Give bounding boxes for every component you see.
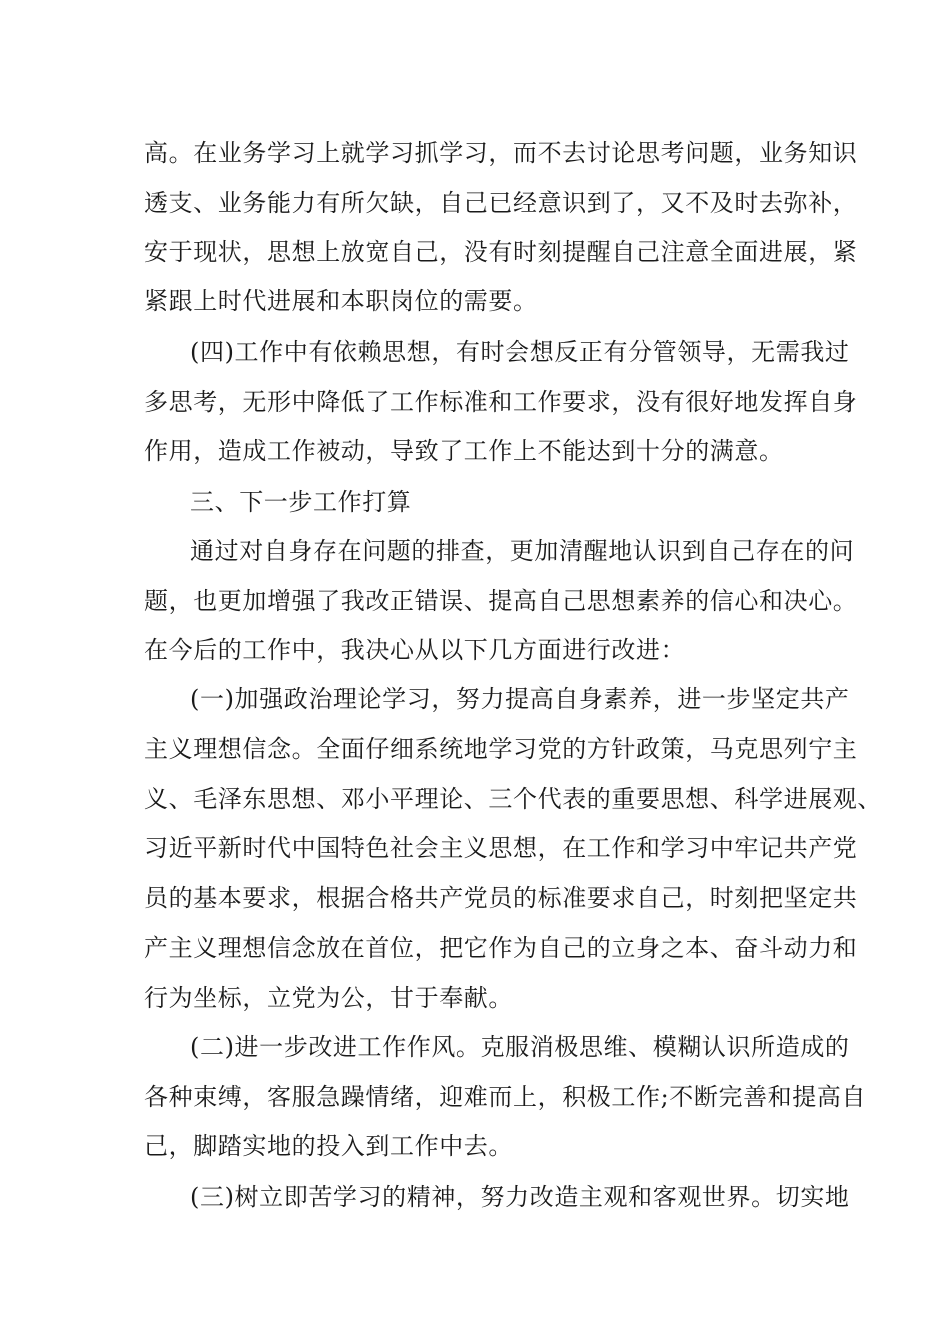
- paragraph-first-line: (一)加强政治理论学习，努力提高自身素养，进一步坚定共产: [190, 685, 850, 713]
- text-line: 义、毛泽东思想、邓小平理论、三个代表的重要思想、科学进展观、: [144, 785, 882, 813]
- text-line: 紧跟上时代进展和本职岗位的需要。: [144, 287, 538, 315]
- text-line: 高。在业务学习上就学习抓学习，而不去讨论思考问题，业务知识: [144, 139, 858, 167]
- text-line: 习近平新时代中国特色社会主义思想，在工作和学习中牢记共产党: [144, 834, 858, 862]
- text-line: 透支、业务能力有所欠缺，自己已经意识到了，又不及时去弥补，: [144, 189, 858, 217]
- paragraph-first-line: 通过对自身存在问题的排查，更加清醒地认识到自己存在的问: [190, 537, 855, 565]
- text-line: 各种束缚，客服急躁情绪，迎难而上，积极工作;不断完善和提高自: [144, 1083, 867, 1111]
- text-line: 己，脚踏实地的投入到工作中去。: [144, 1132, 513, 1160]
- paragraph-first-line: (四)工作中有依赖思想，有时会想反正有分管领导，无需我过: [190, 338, 850, 366]
- section-heading: 三、下一步工作打算: [190, 488, 412, 516]
- text-line: 安于现状，思想上放宽自己，没有时刻提醒自己注意全面进展，紧: [144, 238, 858, 266]
- text-line: 在今后的工作中，我决心从以下几方面进行改进：: [144, 636, 686, 664]
- paragraph-first-line: (三)树立即苦学习的精神，努力改造主观和客观世界。切实地: [190, 1183, 850, 1211]
- text-line: 产主义理想信念放在首位，把它作为自己的立身之本、奋斗动力和: [144, 934, 858, 962]
- text-line: 多思考，无形中降低了工作标准和工作要求，没有很好地发挥自身: [144, 388, 858, 416]
- paragraph-first-line: (二)进一步改进工作作风。克服消极思维、模糊认识所造成的: [190, 1033, 850, 1061]
- text-line: 主义理想信念。全面仔细系统地学习党的方针政策，马克思列宁主: [144, 735, 858, 763]
- text-line: 行为坐标，立党为公，甘于奉献。: [144, 984, 513, 1012]
- text-line: 员的基本要求，根据合格共产党员的标准要求自己，时刻把坚定共: [144, 884, 858, 912]
- text-line: 作用，造成工作被动，导致了工作上不能达到十分的满意。: [144, 437, 784, 465]
- text-line: 题，也更加增强了我改正错误、提高自己思想素养的信心和决心。: [144, 587, 858, 615]
